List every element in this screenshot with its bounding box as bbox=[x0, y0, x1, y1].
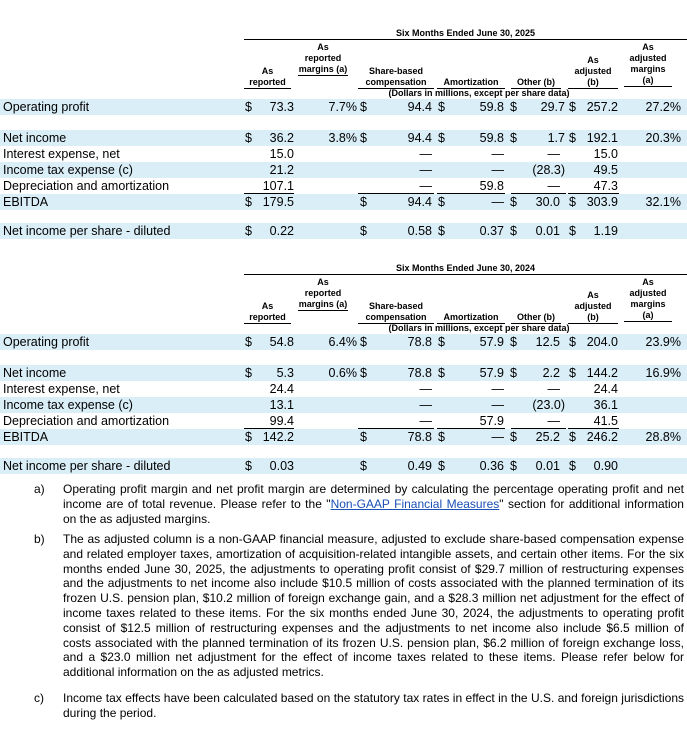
header-as-reported: As reported bbox=[244, 66, 291, 89]
row-eps-diluted: Net income per share - diluted $ 0.22 $ 0.58 $ 0.37 $ 0.01 $ 1.19 bbox=[0, 223, 687, 239]
header-other: Other (b) bbox=[511, 77, 561, 89]
row-net-income: Net income $ 5.3 0.6% $ 78.8 $ 57.9 $ 2.2 $ 144.2 16.9% bbox=[0, 365, 687, 381]
row-interest-expense: Interest expense, net 15.0 — — — 15.0 bbox=[3, 147, 618, 161]
row-income-tax: Income tax expense (c) 13.1 — — (23.0) 36.1 bbox=[0, 397, 687, 413]
header-adjusted-margins: As adjusted margins (a) bbox=[624, 42, 672, 87]
period-title: Six Months Ended June 30, 2025 bbox=[244, 28, 687, 40]
row-operating-profit: Operating profit $ 54.8 6.4% $ 78.8 $ 57.9 $ 12.5 $ 204.0 23.9% bbox=[0, 334, 687, 350]
header-share-based: Share-based compensation bbox=[358, 66, 434, 89]
row-income-tax: Income tax expense (c) 21.2 — — (28.3) 49.5 bbox=[0, 162, 687, 178]
row-eps-diluted: Net income per share - diluted $ 0.03 $ 0.49 $ 0.36 $ 0.01 $ 0.90 bbox=[0, 458, 687, 474]
footnote-marker: a) bbox=[34, 482, 45, 496]
header-share-based: Share-based compensation bbox=[358, 301, 434, 324]
row-net-income: Net income $ 36.2 3.8% $ 94.4 $ 59.8 $ 1.7 $ 192.1 20.3% bbox=[0, 130, 687, 146]
header-adjusted-margins: As adjusted margins (a) bbox=[624, 277, 672, 322]
non-gaap-link[interactable]: Non-GAAP Financial Measures bbox=[330, 496, 500, 511]
row-ebitda: EBITDA $ 179.5 $ 94.4 $ — $ 30.0 $ 303.9 32.1% bbox=[0, 194, 687, 210]
footnote-text: Operating profit margin and net profit margin are determined by calculating the percentage operating profit and net income are of total revenue. Please refer to the "Non-GAAP Financial Measures" section for additional information on the as adjusted margins. bbox=[63, 482, 684, 526]
units-note: (Dollars in millions, except per share data) bbox=[388, 88, 570, 98]
period-title: Six Months Ended June 30, 2024 bbox=[244, 263, 687, 275]
footnote-text: The as adjusted column is a non-GAAP financial measure, adjusted to exclude share-based compensation expense and related employer taxes, amortization of acquisition-related intangible assets, and certain other items. For the six months ended June 30, 2025, the adjustments to operating profit consist of $29.7 million of restructuring expenses and the adjustments to net income also include $10.5 million of costs associated with the planned termination of its frozen U.S. pension plan, $10.2 million of foreign exchange gain, and a $28.3 million net adjustment for the effect of income taxes related to these items. For the six months ended June 30, 2024, the adjustments to operating profit consist of $12.5 million of restructuring expenses and the adjustments to net income also include $6.5 million of costs associated with the planned termination of its frozen U.S. pension plan, $6.2 million of foreign exchange loss, and a $23.0 million net adjustment for the effect of income taxes related to these items. Please refer below for additional information on the as adjusted metrics. bbox=[63, 532, 684, 680]
footnote-text: Income tax effects have been calculated based on the statutory tax rates in effect in the U.S. and foreign jurisdictions during the period. bbox=[63, 691, 684, 720]
row-depreciation: Depreciation and amortization 107.1 — 59.8 — 47.3 bbox=[3, 179, 618, 193]
header-adjusted: As adjusted (b) bbox=[568, 55, 618, 89]
header-reported-margins: As reported margins (a) bbox=[298, 42, 348, 74]
units-note: (Dollars in millions, except per share data) bbox=[388, 323, 570, 333]
footnote-marker: b) bbox=[34, 532, 45, 546]
footnote-marker: c) bbox=[34, 691, 44, 705]
header-amortization: Amortization bbox=[437, 77, 505, 89]
row-operating-profit: Operating profit $ 73.3 7.7% $ 94.4 $ 59.8 $ 29.7 $ 257.2 27.2% bbox=[0, 99, 687, 115]
header-other: Other (b) bbox=[511, 312, 561, 324]
row-depreciation: Depreciation and amortization 99.4 — 57.9 — 41.5 bbox=[3, 414, 618, 428]
row-interest-expense: Interest expense, net 24.4 — — — 24.4 bbox=[3, 382, 618, 396]
row-ebitda: EBITDA $ 142.2 $ 78.8 $ — $ 25.2 $ 246.2 28.8% bbox=[0, 429, 687, 445]
header-as-reported: As reported bbox=[244, 301, 291, 324]
header-amortization: Amortization bbox=[437, 312, 505, 324]
header-reported-margins: As reported margins (a) bbox=[298, 277, 348, 309]
header-adjusted: As adjusted (b) bbox=[568, 290, 618, 324]
